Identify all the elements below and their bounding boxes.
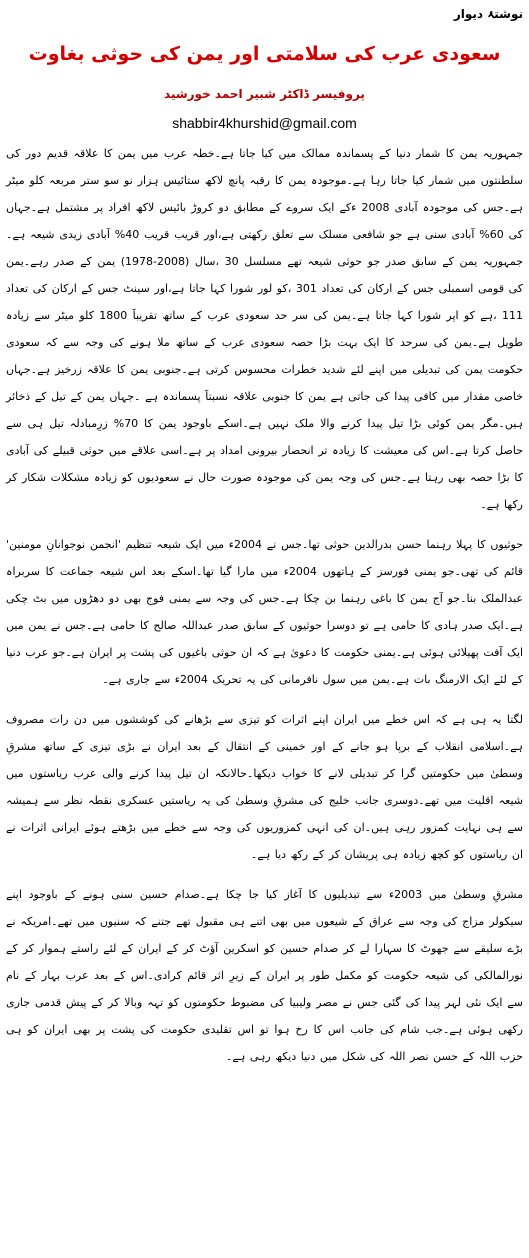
article-title: سعودی عرب کی سلامتی اور یمن کی حوثی بغاوت [28,43,501,65]
author-name: پروفیسر ڈاکٹر شبیر احمد خورشید [164,87,365,101]
article-paragraph: جمہوریہ یمن کا شمار دنیا کے پسماندہ ممالک میں کیا جاتا ہے۔خطہ عرب میں یمن کا علاقہ قدیم دور کی سلطنتوں میں شمار کیا جاتا رہا ہے۔موجودہ یمن کا رقبہ پانچ لاکھ ستائیس ہزار نو سو ستر مربعہ کلو میٹر ہے۔جس کی موجودہ آبادی 2008 ءکے ایک سروے کے مطابق دو کروڑ بائیس لاکھ افراد پر مشتمل ہے۔جہاں کی 60% آبادی سنی ہے جو شافعی مسلک سے تعلق رکھتی ہے،اور قریب قریب 40% آبادی زیدی شیعہ ہے۔جمہوریہ یمن کے سابق صدر جو حوثی شیعہ تھے مسلسل 30 ،سال (2008-1978) یمن کے صدر رہے۔یمن کی قومی اسمبلی جس کے ارکان کی تعداد 301 ،کو لور شورا کہا جاتا ہے،اور سینٹ جس کے ارکان کی تعداد 111 ،ہے کو اپر شورا کہا جاتا ہے۔یمن کی سر حد سعودی عرب کے ساتھ تقریباََ 1800 کلو میٹر سے زیادہ طویل ہے۔یمن کی سرحد کا ایک بہت بڑا حصہ سعودی عرب کے ساتھ ملا ہونے کی وجہ سے کہ سعودی حکومت یمن کی تبدیلی میں اپنے لئے شدید خطرات محسوس کرتی ہے۔جنوبی یمن کا علاقہ زرخیز ہے۔جہاں خاصی مقدار میں کافی پیدا کی جاتی ہے یمن کا جنوبی علاقہ نسبتاََ پسماندہ ہے ۔جہاں یمن کے تیل کے ذخائر ہیں۔مگر یمن کوئی بڑا تیل پیدا کرنے والا ملک نہیں ہے۔اسکے باوجود یمن کا 70% زرِمبادلہ تیل ہی سے حاصل کرتا ہے۔اس کی معیشت کا زیادہ تر انحصار بیرونی امداد پر ہے۔اسی علاقے میں حوثی قبیلے کی آبادی کا بڑا حصہ بھی رہتا ہے۔جس کی وجہ یمن کی موجودہ صورت حال نے سعودیوں کو زیادہ مشکلات شکار کر رکھا ہے۔ [6,147,524,511]
article-paragraph: مشرقِ وسطیٰ میں 2003ء سے تبدیلیوں کا آغاز کیا جا چکا ہے۔صدام حسین سنی ہونے کے باوجود اپنے سیکولر مزاج کی وجہ سے عراق کے شیعوں میں بھی اتنے ہی مقبول تھے جتنے کہ سنیوں میں تھے۔امریکہ نے بڑے سلیقے سے جھوٹ کا سہارا لے کر صدام حسین کو اسکرین آؤٹ کر کے ایران کے لئے راستے ہموار کر کے نورالمالکی کی شیعہ حکومت کو مکمل طور پر ایران کے زیرِ اثر قائم کرادی۔اس کے بعد عرب بہار کے نام سے ایک نئی لہر پیدا کی گئی جس نے مصر ولیبیا کی مضبوط حکومتوں کو تہہ وبالا کر کے پیش قدمی جاری رکھی ہوئی ہے۔جب شام کی جانب اس کا رخ ہوا تو اس تقلیدی حکومت کی پشت پر بھی ایران کو ہی حزب اللہ کے حسن نصر اللہ کی شکل میں دنیا دیکھ رہی ہے۔ [6,888,523,1063]
article-paragraph: لگتا یہ ہی ہے کہ اس خطے میں ایران اپنے اثرات کو تیزی سے بڑھانے کی کوششوں میں دن رات مصروف ہے۔اسلامی انقلاب کے برپا ہو جانے کے اور خمینی کے انتقال کے بعد ایران نے بڑی تیزی کے ساتھ مشرقِ وسطیٰ میں حکومتیں گرا کر تبدیلی لانے کا خواب دیکھا۔حالانکہ ان تیل پیدا کرنے والی عرب ریاستوں میں شیعہ اقلیت میں تھے۔دوسری جانب خلیج کی مشرقِ وسطیٰ کی یہ ریاستیں عسکری نقطہ نظر سے ہمیشہ سے ہی نہایت کمزور رہی ہیں۔ان کی انہی کمزوریوں کی وجہ سے خطے میں بڑھتے ہوئے ایرانی اثرات نے ان ریاستوں کو کچھ زیادہ ہی پریشان کر کے رکھ دیا ہے۔ [6,713,523,861]
article-paragraph: حوثیوں کا پہلا رہنما حسن بدرالدین حوثی تھا۔جس نے 2004ء میں ایک شیعہ تنظیم 'انجمن نوجوانانِ مومنین' قائم کی تھی۔جو یمنی فورسز کے ہاتھوں 2004ء میں مارا گیا تھا۔اسکے بعد اس شیعہ جماعت کا سربراہ عبدالملک بنا۔جو آج یمن کا باغی رہنما بن چکا ہے۔جس کی وجہ سے یمنی فوج بھی دو دھڑوں میں بٹ چکی ہے۔ایک صدر ہادی کا حامی ہے تو دوسرا حوثیوں کے سابق صدر عبداللہ صالح کا حامی ہے۔جس نے یمن میں ایک آفت پھیلائی ہوئی ہے۔یمنی حکومت کا دعویٰ ہے کہ ان حوثی باغیوں کی پشت پر ایران ہے۔جو عرب دنیا کے لئے ایک الارمنگ بات ہے۔یمن میں سول نافرمانی کی یہ تحریک 2004ء سے جاری ہے۔ [6,538,524,686]
article-body [6,140,523,1070]
author-email[interactable]: shabbir4khurshid@gmail.com [172,115,357,131]
section-label: نوشتۂ دیوار [453,7,523,21]
